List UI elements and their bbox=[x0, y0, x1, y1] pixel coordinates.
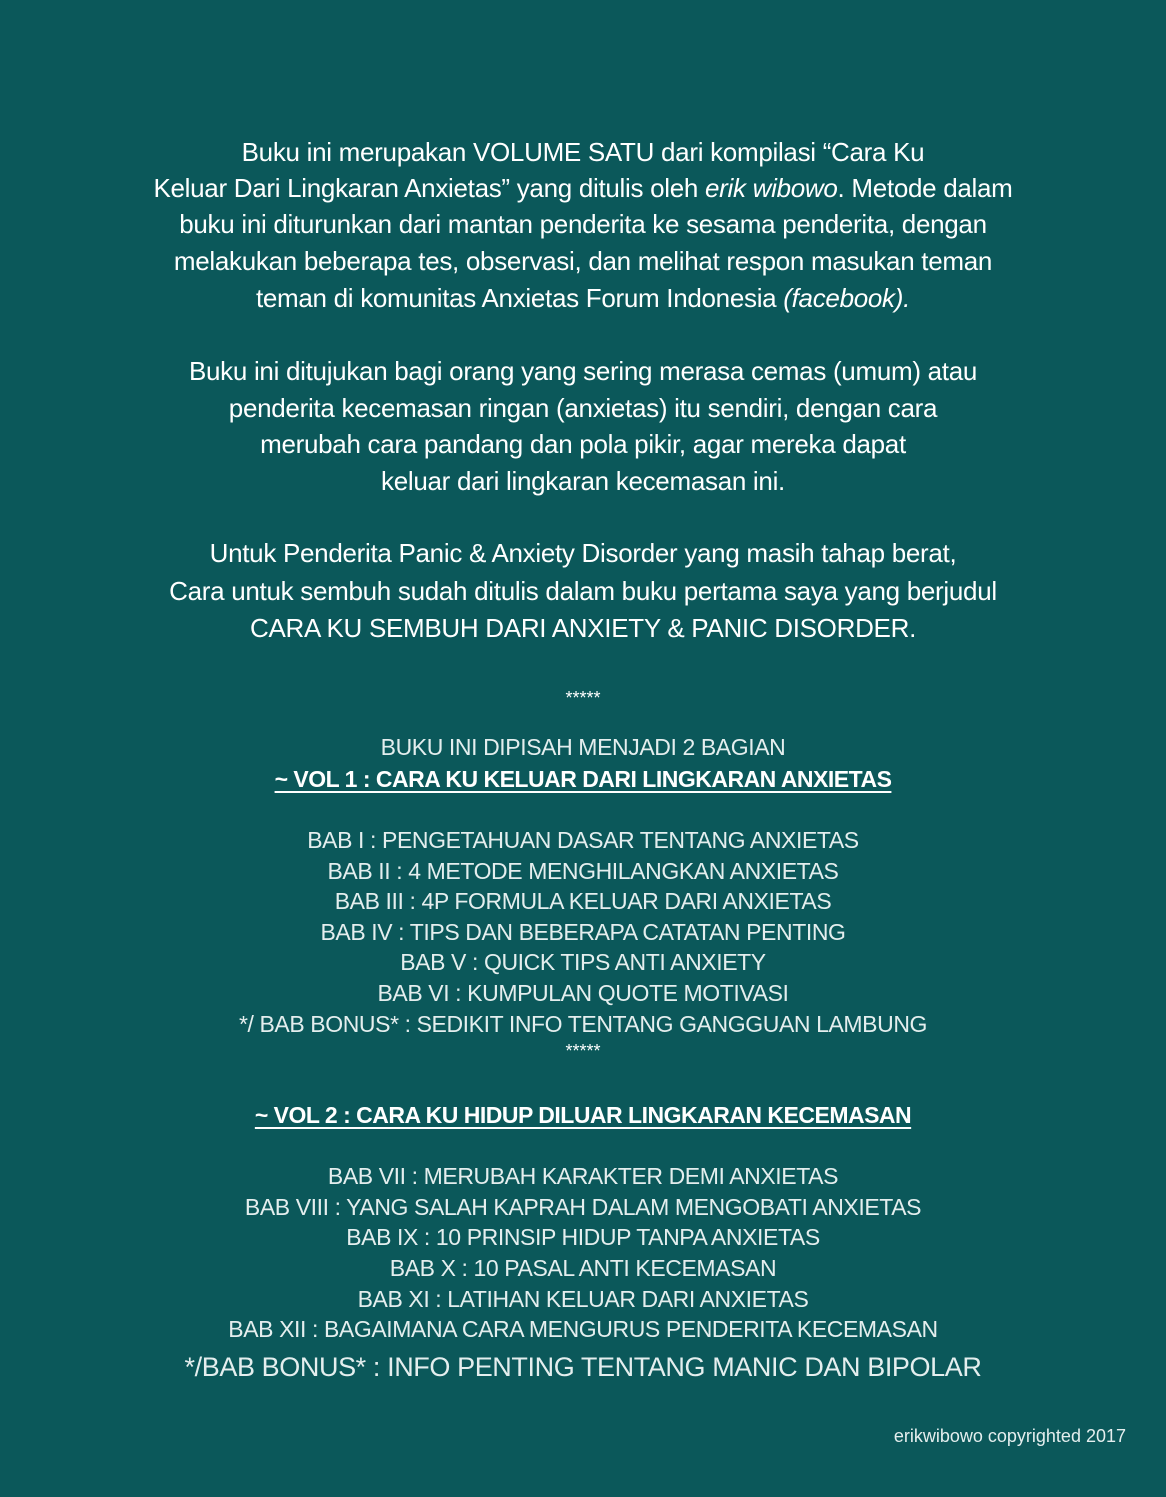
chapter-item: BAB IX : 10 PRINSIP HIDUP TANPA ANXIETAS bbox=[346, 1224, 820, 1250]
author-name: erik wibowo bbox=[705, 173, 838, 203]
chapter-item: BAB IV : TIPS DAN BEBERAPA CATATAN PENTING bbox=[320, 919, 846, 945]
intro-line bbox=[0, 170, 1166, 206]
intro-line bbox=[0, 280, 1166, 316]
para2-line: merubah cara pandang dan pola pikir, agar mereka dapat bbox=[260, 429, 906, 459]
parts-heading: BUKU INI DIPISAH MENJADI 2 BAGIAN bbox=[380, 734, 786, 760]
chapter-item: BAB III : 4P FORMULA KELUAR DARI ANXIETAS bbox=[334, 888, 832, 914]
separator: ***** bbox=[565, 688, 601, 708]
para2-line: keluar dari lingkaran kecemasan ini. bbox=[381, 466, 785, 496]
intro-line: Buku ini merupakan VOLUME SATU dari kompilasi “Cara Ku bbox=[241, 137, 925, 167]
chapter-item: BAB VIII : YANG SALAH KAPRAH DALAM MENGOBATI ANXIETAS bbox=[244, 1194, 922, 1220]
chapter-item: BAB VI : KUMPULAN QUOTE MOTIVASI bbox=[377, 980, 789, 1006]
chapter-item: BAB XI : LATIHAN KELUAR DARI ANXIETAS bbox=[357, 1286, 809, 1312]
para2-line: Buku ini ditujukan bagi orang yang sering merasa cemas (umum) atau bbox=[188, 356, 978, 386]
chapter-item: BAB XII : BAGAIMANA CARA MENGURUS PENDERITA KECEMASAN bbox=[228, 1316, 938, 1342]
chapter-item: */ BAB BONUS* : SEDIKIT INFO TENTANG GANGGUAN LAMBUNG bbox=[238, 1011, 928, 1037]
chapter-item: BAB VII : MERUBAH KARAKTER DEMI ANXIETAS bbox=[327, 1163, 839, 1189]
vol2-title: ~ VOL 2 : CARA KU HIDUP DILUAR LINGKARAN KECEMASAN bbox=[254, 1102, 912, 1128]
intro-text: Keluar Dari Lingkaran Anxietas” yang ditulis oleh bbox=[153, 173, 705, 203]
chapter-item: BAB I : PENGETAHUAN DASAR TENTANG ANXIETAS bbox=[307, 827, 859, 853]
chapter-item: BAB II : 4 METODE MENGHILANGKAN ANXIETAS bbox=[327, 858, 839, 884]
copyright-footer: erikwibowo copyrighted 2017 bbox=[893, 1426, 1126, 1446]
para3-line: CARA KU SEMBUH DARI ANXIETY & PANIC DISORDER. bbox=[249, 613, 917, 643]
intro-line: melakukan beberapa tes, observasi, dan melihat respon masukan teman bbox=[173, 246, 993, 276]
para2-line: penderita kecemasan ringan (anxietas) itu sendiri, dengan cara bbox=[228, 393, 938, 423]
intro-text: teman di komunitas Anxietas Forum Indonesia bbox=[255, 283, 784, 313]
facebook-label: (facebook). bbox=[783, 283, 911, 313]
para3-line: Untuk Penderita Panic & Anxiety Disorder yang masih tahap berat, bbox=[209, 538, 957, 568]
chapter-item: BAB X : 10 PASAL ANTI KECEMASAN bbox=[389, 1255, 777, 1281]
para3-line: Cara untuk sembuh sudah ditulis dalam buku pertama saya yang berjudul bbox=[169, 576, 997, 606]
separator: ***** bbox=[565, 1041, 601, 1061]
intro-line: buku ini diturunkan dari mantan penderita ke sesama penderita, dengan bbox=[179, 209, 987, 239]
bonus-chapter: */BAB BONUS* : INFO PENTING TENTANG MANIC DAN BIPOLAR bbox=[184, 1352, 982, 1382]
vol1-title: ~ VOL 1 : CARA KU KELUAR DARI LINGKARAN ANXIETAS bbox=[274, 766, 892, 792]
intro-text: . Metode dalam bbox=[837, 173, 1013, 203]
chapter-item: BAB V : QUICK TIPS ANTI ANXIETY bbox=[400, 949, 766, 975]
